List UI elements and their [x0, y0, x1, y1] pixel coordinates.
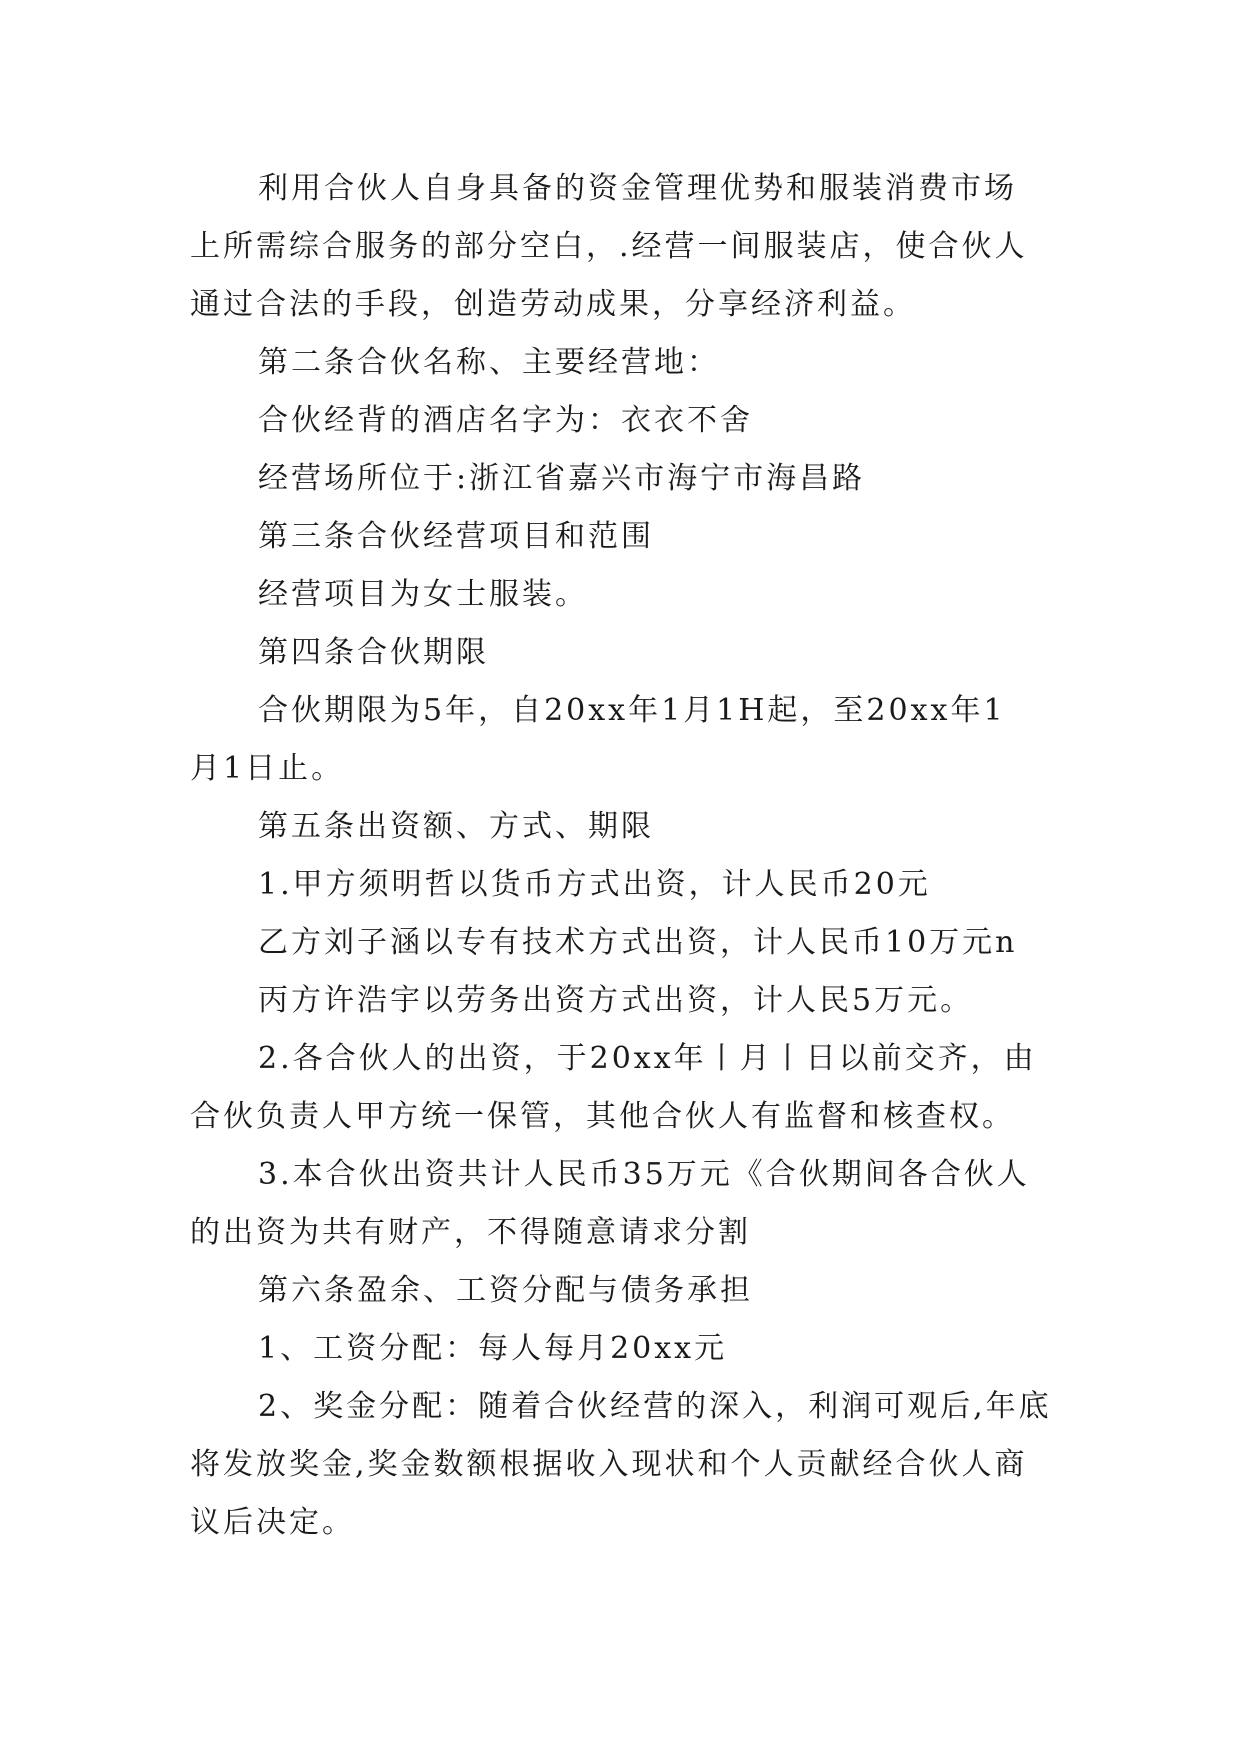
text-line: 经营场所位于:浙江省嘉兴市海宁市海昌路 — [258, 461, 866, 496]
text-line: 2、奖金分配：随着合伙经营的深入，利润可观后,年底 — [258, 1389, 1052, 1424]
text-line: 议后决定。 — [190, 1505, 355, 1540]
text-line: 1、工资分配：每人每月20xx元 — [258, 1331, 728, 1366]
text-line: 合伙期限为5年，自20xx年1月1H起，至20xx年1 — [258, 693, 1006, 728]
text-line: 月1日止。 — [190, 751, 345, 786]
section-heading: 第三条合伙经营项目和范围 — [258, 519, 654, 554]
text-line: 利用合伙人自身具备的资金管理优势和服装消费市场 — [258, 171, 1017, 206]
section-heading: 第二条合伙名称、主要经营地： — [258, 345, 720, 380]
text-line: 合伙经背的酒店名字为：衣衣不舍 — [258, 403, 753, 438]
section-heading: 第六条盈余、工资分配与债务承担 — [258, 1273, 753, 1308]
text-line: 通过合法的手段，创造劳动成果，分享经济利益。 — [190, 287, 916, 322]
text-line: 乙方刘子涵以专有技术方式出资，计人民币10万元n — [258, 925, 1018, 960]
text-line: 经营项目为女士服装。 — [258, 577, 588, 612]
text-line: 合伙负责人甲方统一保管，其他合伙人有监督和核查权。 — [190, 1099, 1015, 1134]
text-line: 将发放奖金,奖金数额根据收入现状和个人贡献经合伙人商 — [190, 1447, 1028, 1482]
text-line: 的出资为共有财产，不得随意请求分割 — [190, 1215, 751, 1250]
section-heading: 第四条合伙期限 — [258, 635, 489, 670]
text-line: 2.各合伙人的出资，于20xx年丨月丨日以前交齐，由 — [258, 1041, 1037, 1076]
text-line: 上所需综合服务的部分空白，.经营一间服装店，使合伙人 — [190, 229, 1028, 264]
section-heading: 第五条出资额、方式、期限 — [258, 809, 654, 844]
text-line: 1.甲方须明哲以货币方式出资，计人民币20元 — [258, 867, 931, 902]
text-line: 3.本合伙出资共计人民币35万元《合伙期间各合伙人 — [258, 1157, 1030, 1192]
text-line: 丙方许浩宇以劳务出资方式出资，计人民5万元。 — [258, 983, 974, 1018]
document-body — [190, 160, 1050, 1552]
